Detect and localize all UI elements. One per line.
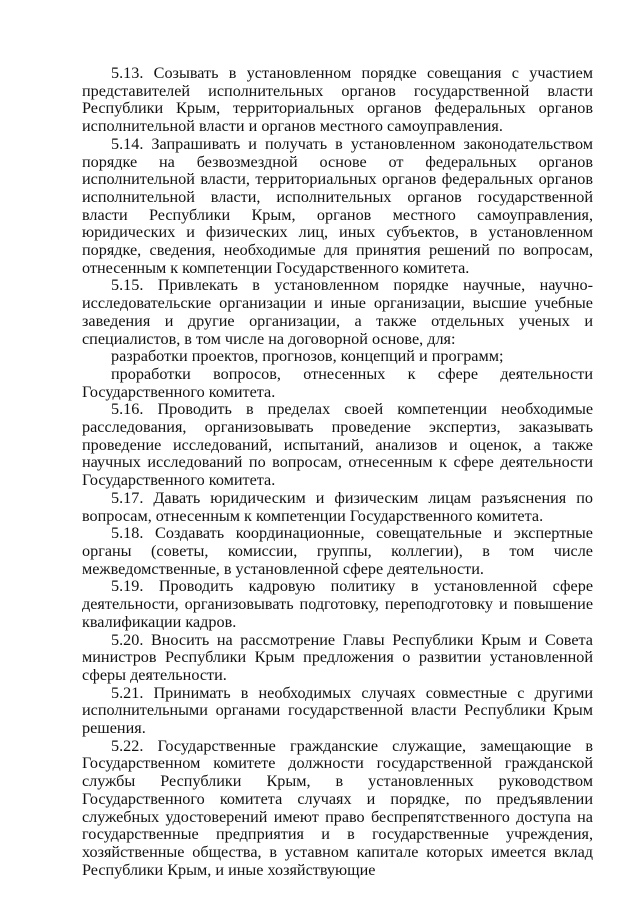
paragraph-5-17: 5.17. Давать юридическим и физическим лицам разъяснения по вопросам, отнесенным к компетенции Государственного комитета. xyxy=(82,488,593,525)
paragraph-5-21: 5.21. Принимать в необходимых случаях совместные с другими исполнительными органами государственной власти Республики Крым решения. xyxy=(82,683,593,738)
paragraph-5-22: 5.22. Государственные гражданские служащие, замещающие в Государственном комитете должности государственной гражданской службы Республики Крым, в установленных руководством Государственного комитета случаях и порядке, по предъявлении служебных удостоверений имеют право беспрепятственного доступа на государственные предприятия и в государственные учреждения, хозяйственные общества, в уставном капитале которых имеется вклад Республики Крым, и иные хозяйствующие xyxy=(82,736,593,879)
paragraph-5-15: 5.15. Привлекать в установленном порядке научные, научно-исследовательские организации и иные организации, высшие учебные заведения и другие организации, а также отдельных ученых и специалистов, в том числе на договорной основе, для: xyxy=(82,276,593,348)
paragraph-5-19: 5.19. Проводить кадровую политику в установленной сфере деятельности, организовывать подготовку, переподготовку и повышение квалификации кадров. xyxy=(82,577,593,631)
document-body xyxy=(82,65,593,879)
paragraph-5-14: 5.14. Запрашивать и получать в установленном законодательством порядке на безвозмездной основе от федеральных органов исполнительной власти, территориальных органов федеральных органов исполнительной власти, исполнительных органов государственной власти Республики Крым, органов местного самоуправления, юридических и физических лиц, иных субъектов, в установленном порядке, сведения, необходимые для принятия решений по вопросам, отнесенным к компетенции Государственного комитета. xyxy=(82,134,593,277)
paragraph-5-20: 5.20. Вносить на рассмотрение Главы Республики Крым и Совета министров Республики Крым предложения о развитии установленной сферы деятельности. xyxy=(82,630,593,684)
paragraph-5-16: 5.16. Проводить в пределах своей компетенции необходимые расследования, организовывать проведение экспертиз, заказывать проведение исследований, испытаний, анализов и оценок, а также научных исследований по вопросам, отнесенным к сфере деятельности Государственного комитета. xyxy=(82,400,593,490)
paragraph-5-15-item-1: разработки проектов, прогнозов, концепций и программ; xyxy=(111,347,504,366)
paragraph-5-13: 5.13. Созывать в установленном порядке совещания с участием представителей исполнительных органов государственной власти Республики Крым, территориальных органов федеральных органов исполнительной власти и органов местного самоуправления. xyxy=(82,64,593,136)
paragraph-5-15-item-2: проработки вопросов, отнесенных к сфере деятельности Государственного комитета. xyxy=(82,364,593,401)
paragraph-5-18: 5.18. Создавать координационные, совещательные и экспертные органы (советы, комиссии, группы, коллегии), в том числе межведомственные, в установленной сфере деятельности. xyxy=(82,524,593,578)
